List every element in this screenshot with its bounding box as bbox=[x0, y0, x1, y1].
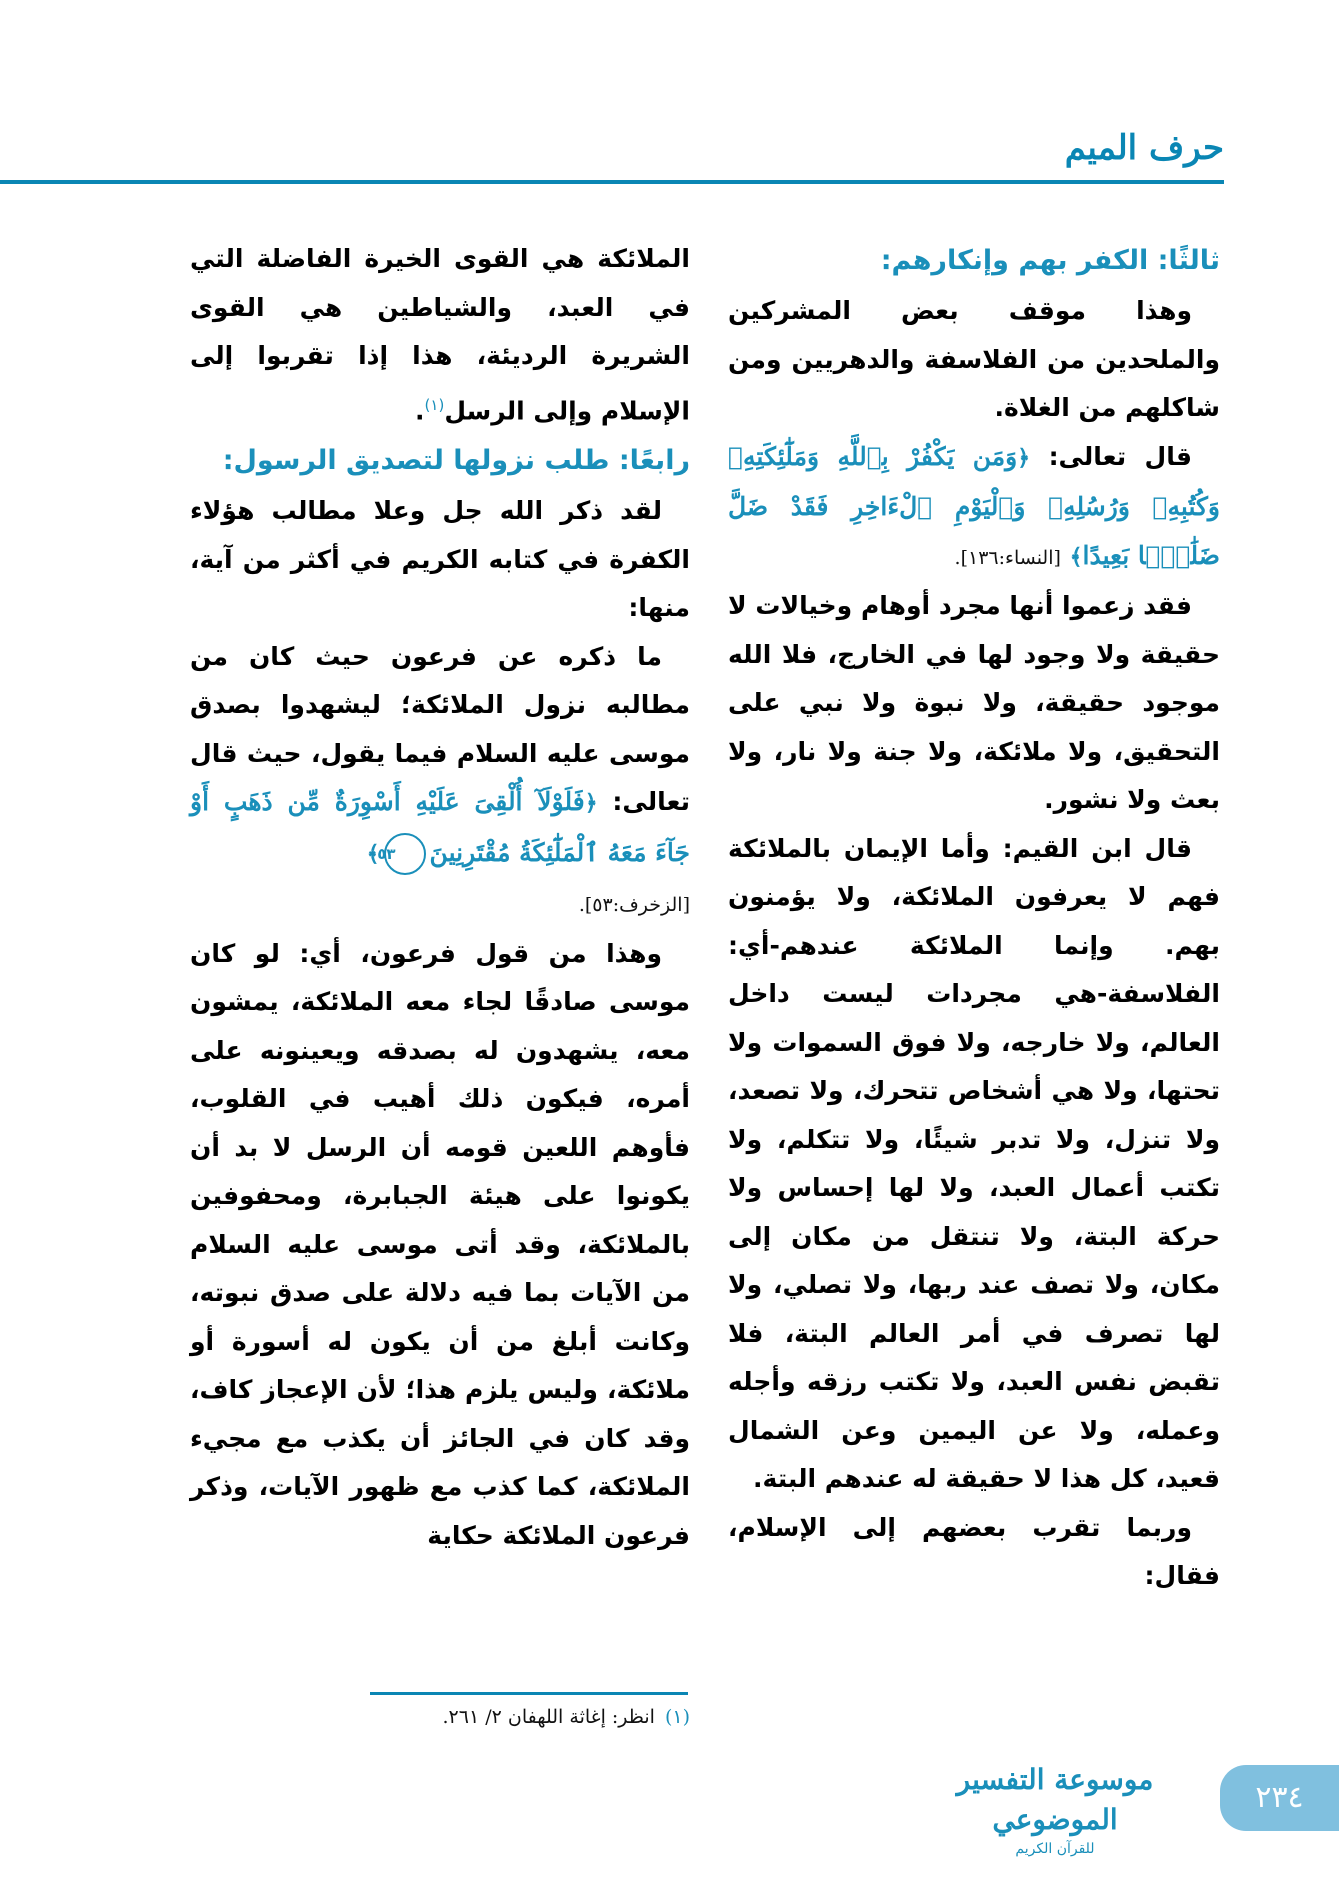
quran-verse: فَلَوْلَآ أُلْقِىَ عَلَيْهِ أَسْوِرَةٌ مِّن ذَهَبٍ أَوْ جَآءَ مَعَهُ ٱلْمَلَٰٓئِكَةُ مُقْتَرِنِينَ bbox=[190, 787, 690, 867]
paragraph: وهذا من قول فرعون، أي: لو كان موسى صادقًا لجاء معه الملائكة، يمشون معه، يشهدون له بصدقه ويعينونه على أمره، فيكون ذلك أهيب في القلوب، فأوهم اللعين قومه أن الرسل لا بد أن يكونوا على هيئة الجبابرة، ومحفوفين بالملائكة، وقد أتى موسى عليه السلام من الآيات بما فيه دلالة على صدق نبوته، وكانت أبلغ من أن يكون له أسورة أو ملائكة، وليس يلزم هذا؛ لأن الإعجاز كاف، وقد كان في الجائز أن يكذب مع مجيء الملائكة، كما كذب مع ظهور الآيات، وذكر فرعون الملائكة حكاية bbox=[190, 938, 690, 1550]
paragraph: وهذا موقف بعض المشركين والملحدين من الفلاسفة والدهريين ومن شاكلهم من الغلاة. bbox=[728, 296, 1220, 422]
verse-close-ornament-icon: ﴾ bbox=[366, 841, 380, 867]
logo-title: موسوعة التفسير الموضوعي bbox=[956, 1763, 1154, 1836]
paragraph: وربما تقرب بعضهم إلى الإسلام، فقال: bbox=[728, 1512, 1220, 1590]
verse-close-ornament-icon: ﴾ bbox=[1069, 544, 1083, 570]
footnote-divider bbox=[370, 1692, 688, 1695]
paragraph-text: الملائكة هي القوى الخيرة الفاضلة التي في العبد، والشياطين هي القوى الشريرة الرديئة، هذا إذا تقربوا إلى الإسلام وإلى الرسل bbox=[190, 244, 690, 425]
paragraph-text: ما ذكره عن فرعون حيث كان من مطالبه نزول الملائكة؛ ليشهدوا بصدق موسى عليه السلام فيما يقول، حيث قال تعالى: bbox=[190, 641, 690, 817]
paragraph: قال ابن القيم: وأما الإيمان بالملائكة فهم لا يعرفون الملائكة، ولا يؤمنون بهم. وإنما الملائكة عندهم-أي: الفلاسفة-هي مجردات ليست داخل العالم، ولا خارجه، ولا فوق السموات ولا تحتها، ولا هي أشخاص تتحرك، ولا تصعد، ولا تنزل، ولا تدبر شيئًا، ولا تتكلم، ولا تكتب أعمال العبد، ولا لها إحساس ولا حركة البتة، ولا تنتقل من مكان إلى مكان، ولا تصف عند ربها، ولا تصلي، ولا لها تصرف في أمر العالم البتة، فلا تقبض نفس العبد، ولا تكتب رزقه وأجله وعمله، ولا عن اليمين وعن الشمال قعيد، كل هذا لا حقيقة له عندهم البتة. bbox=[728, 833, 1220, 1493]
verse-open-ornament-icon: ﴿ bbox=[584, 791, 598, 817]
verse-reference: [الزخرف:٥٣]. bbox=[578, 894, 690, 917]
footnote bbox=[300, 1706, 690, 1728]
footnote-text: انظر: إغاثة اللهفان ٢/ ٢٦١. bbox=[442, 1706, 655, 1728]
paragraph: فقد زعموا أنها مجرد أوهام وخيالات لا حقيقة ولا وجود لها في الخارج، فلا الله موجود حقيقة، ولا نبوة ولا نبي على التحقيق، ولا ملائكة، ولا جنة ولا نار، ولا بعث ولا نشور. bbox=[728, 591, 1220, 814]
ayah-number-badge: ٥٣ bbox=[384, 833, 426, 875]
verse-intro: قال تعالى: bbox=[1048, 441, 1192, 471]
verse-paragraph bbox=[190, 633, 690, 930]
quran-verse: وَمَن يَكْفُرْ بِٱللَّهِ وَمَلَٰٓئِكَتِهِۦ وَكُتُبِهِۦ وَرُسُلِهِۦ وَٱلْيَوْمِ ٱلْءَاخِرِ فَقَدْ ضَلَّ ضَلَٰلًۢا بَعِيدًا bbox=[728, 441, 1220, 570]
encyclopedia-logo bbox=[930, 1760, 1180, 1857]
footnote-number: (١) bbox=[664, 1706, 690, 1728]
logo-subtitle: للقرآن الكريم bbox=[1015, 1841, 1095, 1857]
verse-open-ornament-icon: ﴿ bbox=[1017, 445, 1031, 471]
section-heading-fourth: رابعًا: طلب نزولها لتصديق الرسول: bbox=[222, 445, 690, 477]
verse-paragraph bbox=[728, 433, 1220, 583]
chapter-title: حرف الميم bbox=[1064, 128, 1224, 168]
section-heading-third: ثالثًا: الكفر بهم وإنكارهم: bbox=[880, 245, 1220, 276]
right-column bbox=[728, 235, 1220, 1601]
paragraph bbox=[190, 235, 690, 435]
paragraph: لقد ذكر الله جل وعلا مطالب هؤلاء الكفرة في كتابه الكريم في أكثر من آية، منها: bbox=[190, 496, 690, 623]
left-column bbox=[190, 235, 690, 1560]
paragraph-end: . bbox=[415, 395, 425, 425]
page-number-badge: ٢٣٤ bbox=[1220, 1765, 1339, 1831]
header-divider bbox=[0, 180, 1224, 184]
verse-reference: [النساء:١٣٦]. bbox=[954, 546, 1061, 569]
footnote-marker[interactable]: (١) bbox=[424, 395, 445, 414]
